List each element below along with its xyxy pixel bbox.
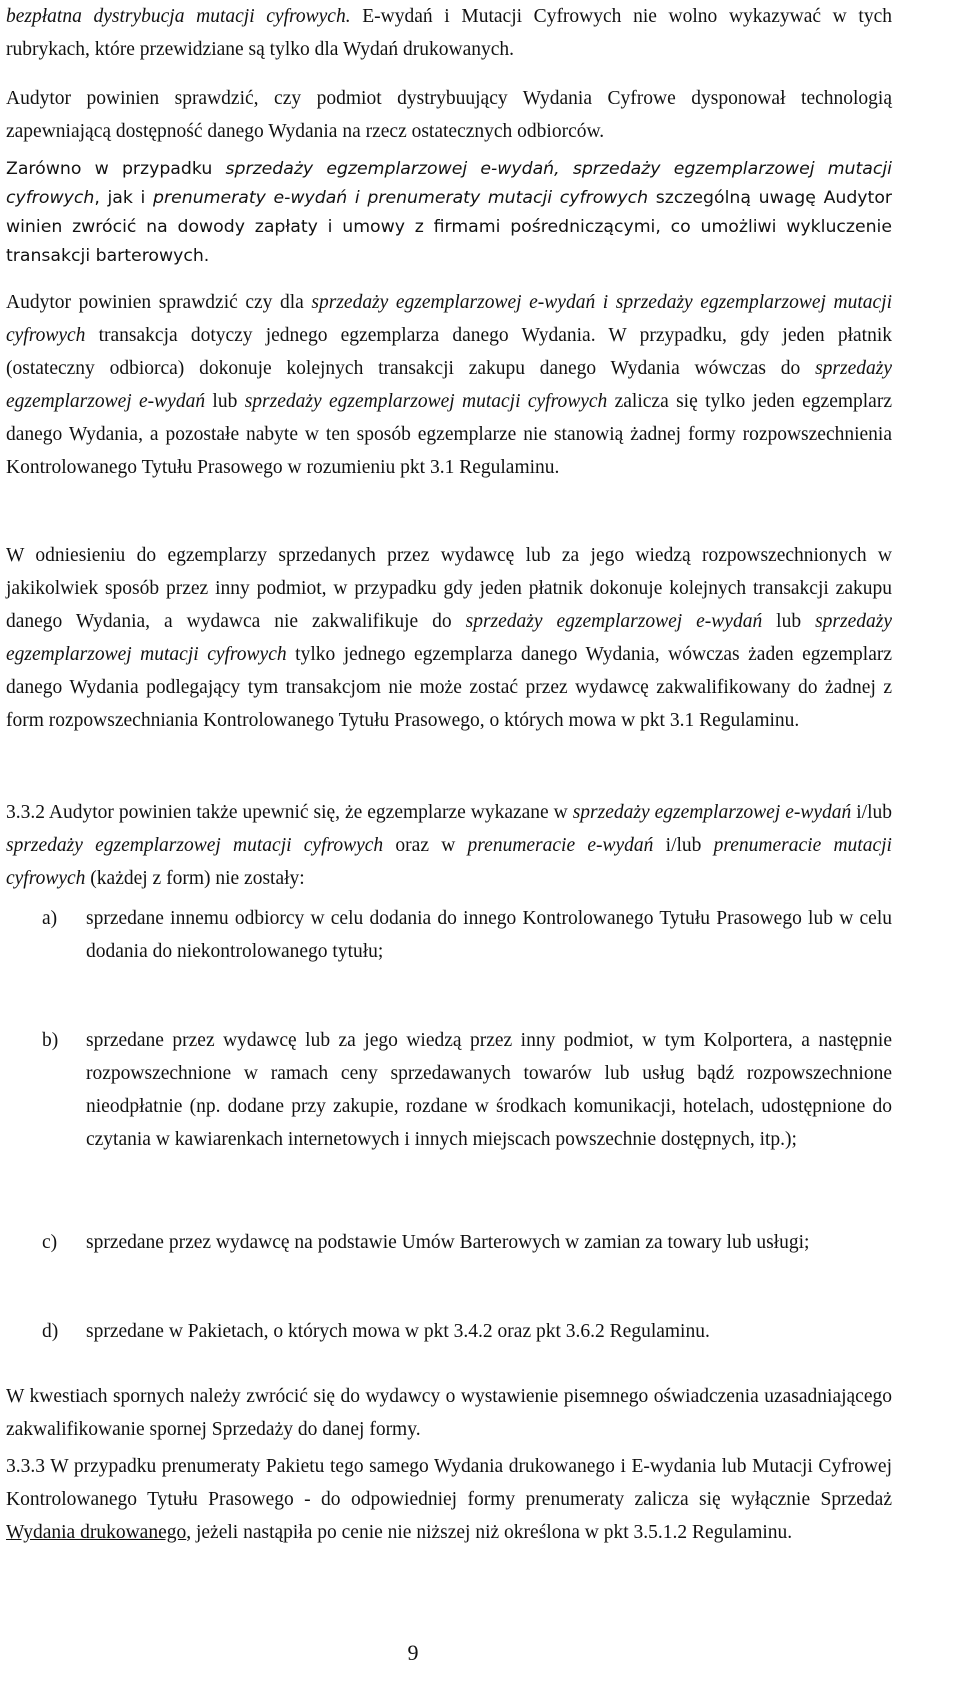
paragraph-text: (każdej z form) nie zostały: <box>85 868 305 889</box>
italic-term: sprzedaży egzemplarzowej mutacji cyfrowych <box>244 391 608 412</box>
italic-term: sprzedaży egzemplarzowej mutacji cyfrowych <box>6 611 892 665</box>
paragraph-text: transakcja dotyczy jednego egzemplarza danego Wydania. W przypadku, gdy jeden płatnik (ostateczny odbiorca) dokonuje kolejnych transakcji zakupu danego Wydania wówczas do <box>6 325 892 379</box>
paragraph-text: tylko jednego egzemplarza danego Wydania, wówczas żaden egzemplarz danego Wydania podlegający tym transakcjom nie może zostać przez wydawcę zakwalifikowany do żadnej z form rozpowszechniania Kontrolowanego Tytułu Prasowego, o których mowa w pkt 3.1 Regulaminu. <box>6 644 893 731</box>
paragraph-text: W odniesieniu do egzemplarzy sprzedanych przez wydawcę lub za jego wiedzą rozpowszechnionych w jakikolwiek sposób przez inny podmiot, w przypadku gdy jeden płatnik dokonuje kolejnych transakcji zakupu danego Wydania, a wydawca nie zakwalifikuje do <box>6 545 892 632</box>
underlined-term: Wydania drukowanego <box>6 1522 187 1543</box>
paragraph-barter-exclusion <box>6 155 892 271</box>
paragraph-text: , jeżeli nastąpiła po cenie nie niższej niż określona w pkt 3.5.1.2 Regulaminu. <box>186 1522 793 1543</box>
paragraph-text: , jak i <box>94 188 154 208</box>
italic-term: prenumeraty e-wydań i prenumeraty mutacji cyfrowych <box>153 188 649 208</box>
paragraph-single-copy <box>6 286 892 484</box>
italic-term: sprzedaży egzemplarzowej e-wydań <box>465 611 763 632</box>
paragraph-section-3-3-2 <box>6 796 892 895</box>
paragraph-digital-rubrics <box>6 0 892 66</box>
list-item-label: c) <box>42 1232 58 1253</box>
italic-term: sprzedaży egzemplarzowej e-wydań <box>572 802 852 823</box>
italic-term: bezpłatna dystrybucja mutacji cyfrowych. <box>6 6 351 27</box>
italic-term: sprzedaży egzemplarzowej e-wydań i sprzedaży egzemplarzowej mutacji cyfrowych <box>6 292 892 346</box>
list-item-label: b) <box>42 1030 59 1051</box>
paragraph-text: lub <box>205 391 245 412</box>
paragraph-publisher-copies <box>6 539 892 737</box>
paragraph-text: zalicza się tylko jeden egzemplarz danego Wydania, a pozostałe nabyte w ten sposób egzemplarze nie stanowią żadnej formy rozpowszechnienia Kontrolowanego Tytułu Prasowego w rozumieniu pkt 3.1 Regulaminu. <box>6 391 892 478</box>
paragraph-text: i/lub <box>851 802 892 823</box>
paragraph-text: i/lub <box>653 835 714 856</box>
list-item-label: a) <box>42 908 58 929</box>
list-item-text: sprzedane przez wydawcę na podstawie Umów Barterowych w zamian za towary lub usługi; <box>86 1232 810 1253</box>
paragraph-disputes <box>6 1380 892 1446</box>
paragraph-text: W kwestiach spornych należy zwrócić się do wydawcy o wystawienie pisemnego oświadczenia uzasadniającego zakwalifikowanie spornej Sprzedaży do danej formy. <box>6 1386 892 1440</box>
italic-term: prenumeracie e-wydań <box>467 835 654 856</box>
paragraph-text: lub <box>762 611 816 632</box>
italic-term: prenumeracie mutacji cyfrowych <box>6 835 892 889</box>
list-item-text: sprzedane w Pakietach, o których mowa w pkt 3.4.2 oraz pkt 3.6.2 Regulaminu. <box>86 1321 710 1342</box>
paragraph-text: Audytor powinien sprawdzić, czy podmiot dystrybuujący Wydania Cyfrowe dysponował technologią zapewniającą dostępność danego Wydania na rzecz ostatecznych odbiorców. <box>6 88 892 142</box>
paragraph-text: Zarówno w przypadku <box>6 159 226 179</box>
list-item-text: sprzedane innemu odbiorcy w celu dodania do innego Kontrolowanego Tytułu Prasowego lub w celu dodania do niekontrolowanego tytułu; <box>86 908 892 962</box>
paragraph-text: oraz w <box>383 835 468 856</box>
italic-term: sprzedaży egzemplarzowej e-wydań, sprzedaży egzemplarzowej mutacji cyfrowych <box>6 159 892 208</box>
paragraph-text: E-wydań i Mutacji Cyfrowych nie wolno wykazywać w tych rubrykach, które przewidziane są tylko dla Wydań drukowanych. <box>6 6 892 60</box>
italic-term: sprzedaży egzemplarzowej mutacji cyfrowych <box>6 835 384 856</box>
paragraph-text: szczególną uwagę Audytor winien zwrócić na dowody zapłaty i umowy z firmami pośredniczącymi, co umożliwi wykluczenie transakcji barterowych. <box>6 188 892 266</box>
italic-term: sprzedaży egzemplarzowej e-wydań <box>6 358 892 412</box>
paragraph-auditor-technology <box>6 82 892 148</box>
paragraph-section-3-3-3 <box>6 1450 892 1549</box>
list-item-label: d) <box>42 1321 59 1342</box>
paragraph-text: Audytor powinien sprawdzić czy dla <box>6 292 312 313</box>
paragraph-text: 3.3.3 W przypadku prenumeraty Pakietu tego samego Wydania drukowanego i E-wydania lub Mutacji Cyfrowej Kontrolowanego Tytułu Prasowego - do odpowiedniej formy prenumeraty zalicza się wyłącznie Sprzedaż <box>6 1456 892 1510</box>
list-item-text: sprzedane przez wydawcę lub za jego wiedzą przez inny podmiot, w tym Kolportera, a następnie rozpowszechnione w ramach ceny sprzedawanych towarów lub usług bądź rozpowszechnione nieodpłatnie (np. dodane przy zakupie, rozdane w środkach komunikacji, hotelach, udostępnione do czytania w kawiarenkach internetowych i innych miejscach powszechnie dostępnych, itp.); <box>86 1030 892 1150</box>
paragraph-text: 3.3.2 Audytor powinien także upewnić się, że egzemplarze wykazane w <box>6 802 573 823</box>
page-number: 9 <box>407 1640 419 1665</box>
